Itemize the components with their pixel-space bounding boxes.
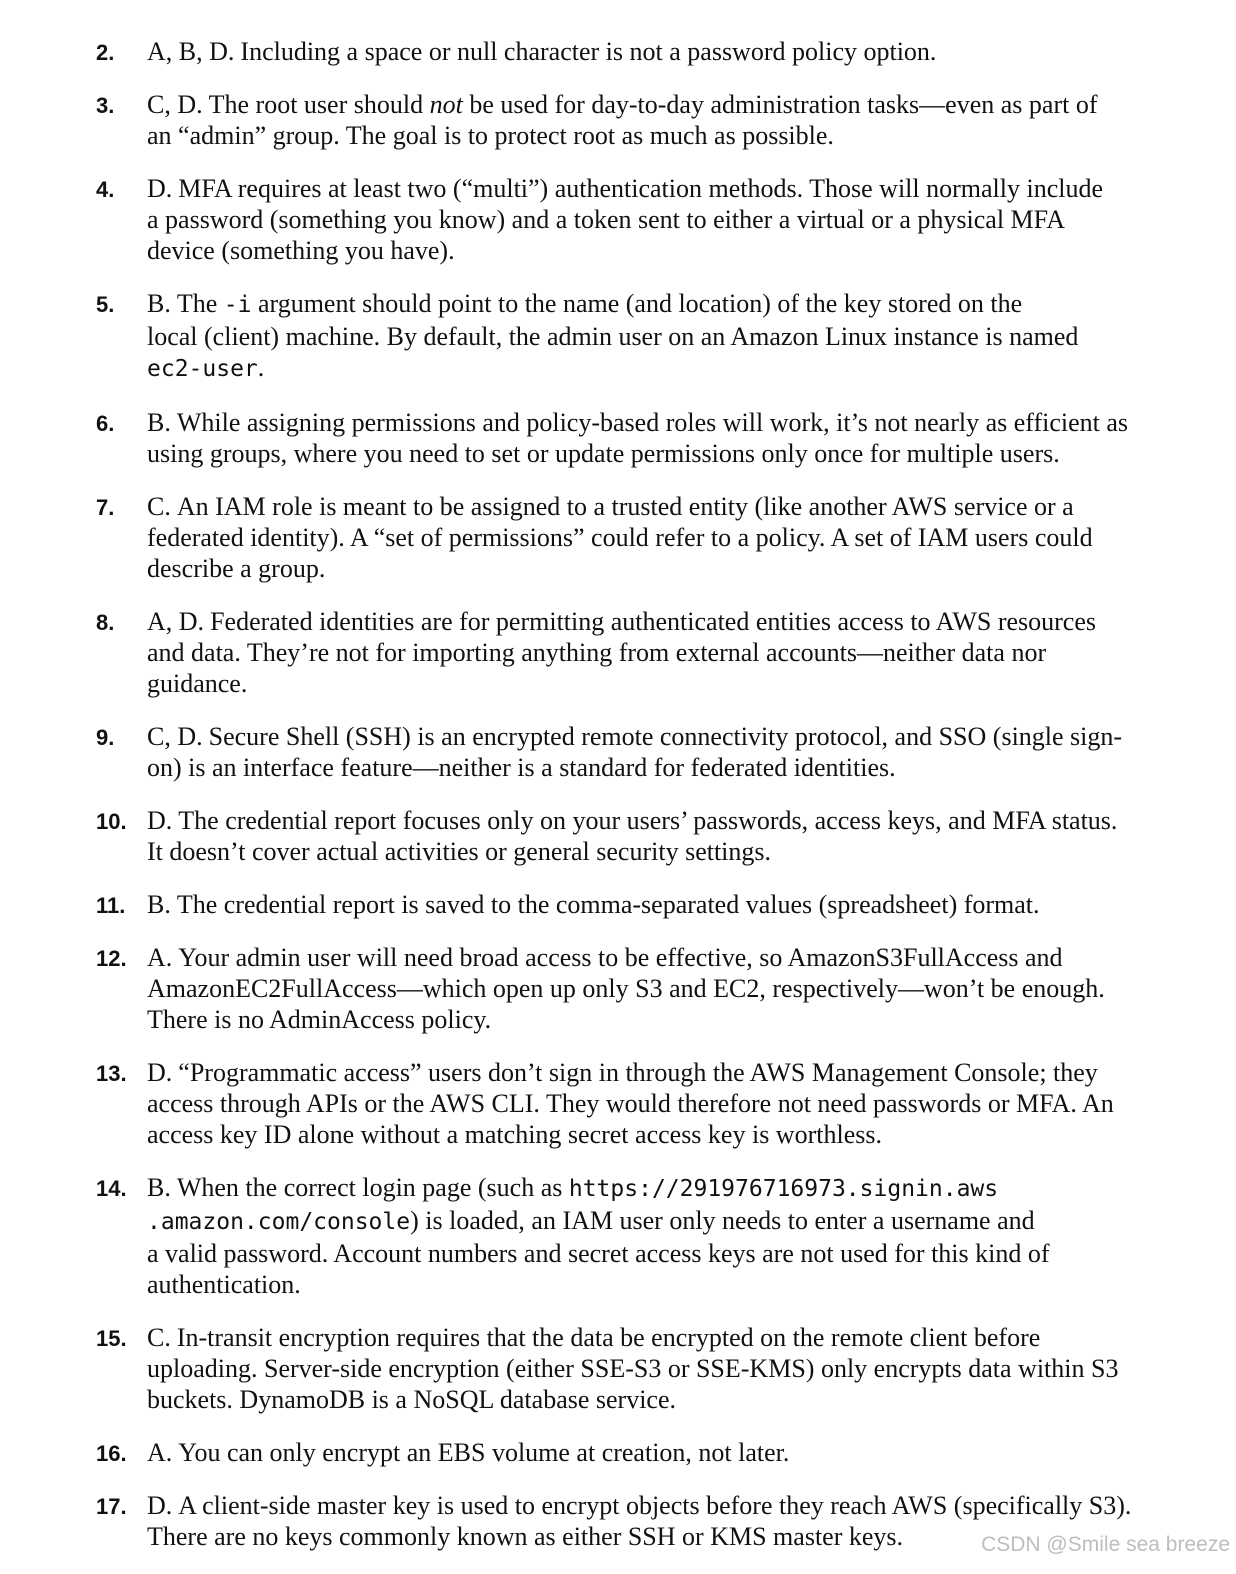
answer-item	[0, 1172, 1236, 1300]
answer-item	[0, 491, 1236, 584]
answer-line: There is no AdminAccess policy.	[147, 1005, 492, 1034]
answer-keys: A.	[147, 943, 173, 972]
answer-line: describe a group.	[147, 554, 326, 583]
url-text: https://291976716973.signin.aws	[568, 1176, 999, 1202]
answer-number: 4.	[96, 177, 115, 202]
answer-item	[0, 721, 1236, 783]
answer-number: 7.	[96, 495, 115, 520]
answer-item	[0, 1437, 1236, 1468]
answer-line: D. The credential report focuses only on your users’ passwords, access keys, and MFA status.	[147, 806, 1118, 835]
answer-line: D. A client-side master key is used to encrypt objects before they reach AWS (specifically S3).	[147, 1491, 1132, 1520]
answer-number: 10.	[96, 809, 127, 834]
answer-line: on) is an interface feature—neither is a standard for federated identities.	[147, 753, 896, 782]
answer-keys: D.	[147, 806, 173, 835]
answer-line: buckets. DynamoDB is a NoSQL database service.	[147, 1385, 677, 1414]
answer-line: B. The credential report is saved to the comma-separated values (spreadsheet) format.	[147, 890, 1040, 919]
answer-line: C, D. Secure Shell (SSH) is an encrypted remote connectivity protocol, and SSO (single sign-	[147, 722, 1123, 751]
url-text: .amazon.com/console	[147, 1209, 411, 1235]
answer-item	[0, 288, 1236, 385]
code-text: -i	[223, 292, 252, 318]
answer-item	[0, 1322, 1236, 1415]
answer-number: 11.	[96, 893, 126, 918]
answer-line: using groups, where you need to set or update permissions only once for multiple users.	[147, 439, 1060, 468]
answer-line: access key ID alone without a matching secret access key is worthless.	[147, 1120, 882, 1149]
answer-line: It doesn’t cover actual activities or general security settings.	[147, 837, 772, 866]
answer-line: A. You can only encrypt an EBS volume at creation, not later.	[147, 1438, 790, 1467]
answer-number: 13.	[96, 1061, 127, 1086]
answer-number: 8.	[96, 610, 115, 635]
answer-number: 15.	[96, 1326, 127, 1351]
answer-item	[0, 407, 1236, 469]
answer-keys: C, D.	[147, 90, 203, 119]
answer-line: ec2-user.	[147, 353, 265, 382]
answer-number: 2.	[96, 40, 115, 65]
answer-number: 12.	[96, 946, 127, 971]
answer-line: AmazonEC2FullAccess—which open up only S3 and EC2, respectively—won’t be enough.	[147, 974, 1105, 1003]
answer-number: 14.	[96, 1176, 127, 1201]
answer-item	[0, 173, 1236, 266]
answer-line: C. In-transit encryption requires that the data be encrypted on the remote client before	[147, 1323, 1041, 1352]
answer-line: federated identity). A “set of permissions” could refer to a policy. A set of IAM users could	[147, 523, 1093, 552]
answer-item	[0, 89, 1236, 151]
answer-keys: A, B, D.	[147, 37, 235, 66]
answer-line: There are no keys commonly known as either SSH or KMS master keys.	[147, 1522, 904, 1551]
answer-list	[0, 36, 1236, 1574]
answer-keys: C, D.	[147, 722, 203, 751]
answer-number: 9.	[96, 725, 115, 750]
answer-line: uploading. Server-side encryption (either SSE-S3 or SSE-KMS) only encrypts data within S3	[147, 1354, 1119, 1383]
code-text: ec2-user	[147, 356, 258, 382]
answer-line: B. When the correct login page (such as https://291976716973.signin.aws	[147, 1173, 999, 1202]
answer-number: 5.	[96, 292, 115, 317]
answer-number: 6.	[96, 411, 115, 436]
answer-keys: B.	[147, 408, 171, 437]
answer-line: D. “Programmatic access” users don’t sign in through the AWS Management Console; they	[147, 1058, 1098, 1087]
watermark: CSDN @Smile sea breeze	[981, 1533, 1230, 1556]
answer-line: A, D. Federated identities are for permitting authenticated entities access to AWS resources	[147, 607, 1096, 636]
answer-keys: B.	[147, 289, 171, 318]
answer-line: .amazon.com/console) is loaded, an IAM user only needs to enter a username and	[147, 1206, 1035, 1235]
answer-keys: D.	[147, 1058, 173, 1087]
answer-item	[0, 889, 1236, 920]
answer-number: 17.	[96, 1494, 127, 1519]
answer-item	[0, 606, 1236, 699]
answer-number: 16.	[96, 1441, 127, 1466]
answer-line: a password (something you know) and a token sent to either a virtual or a physical MFA	[147, 205, 1065, 234]
answer-line: access through APIs or the AWS CLI. They would therefore not need passwords or MFA. An	[147, 1089, 1114, 1118]
answer-line: B. The -i argument should point to the name (and location) of the key stored on the	[147, 289, 1023, 318]
answer-number: 3.	[96, 93, 115, 118]
answer-line: and data. They’re not for importing anything from external accounts—neither data nor	[147, 638, 1047, 667]
answer-keys: D.	[147, 174, 173, 203]
answer-line: authentication.	[147, 1270, 301, 1299]
answer-line: B. While assigning permissions and policy-based roles will work, it’s not nearly as efficient as	[147, 408, 1129, 437]
answer-keys: B.	[147, 890, 171, 919]
answer-item	[0, 36, 1236, 67]
answer-keys: C.	[147, 1323, 171, 1352]
answer-line: an “admin” group. The goal is to protect root as much as possible.	[147, 121, 834, 150]
answer-line: a valid password. Account numbers and secret access keys are not used for this kind of	[147, 1239, 1050, 1268]
answer-keys: A, D.	[147, 607, 205, 636]
emphasis-text: not	[429, 90, 463, 119]
answer-keys: B.	[147, 1173, 171, 1202]
answer-line: local (client) machine. By default, the admin user on an Amazon Linux instance is named	[147, 322, 1079, 351]
answer-line: device (something you have).	[147, 236, 455, 265]
answer-item	[0, 942, 1236, 1035]
answer-item	[0, 1057, 1236, 1150]
answer-line: A. Your admin user will need broad access to be effective, so AmazonS3FullAccess and	[147, 943, 1063, 972]
answer-keys: A.	[147, 1438, 173, 1467]
answer-line: D. MFA requires at least two (“multi”) authentication methods. Those will normally include	[147, 174, 1104, 203]
answer-line: C, D. The root user should not be used for day-to-day administration tasks—even as part of	[147, 90, 1098, 119]
answer-keys: C.	[147, 492, 171, 521]
answer-line: A, B, D. Including a space or null character is not a password policy option.	[147, 37, 937, 66]
answer-line: guidance.	[147, 669, 248, 698]
answer-keys: D.	[147, 1491, 173, 1520]
answer-line: C. An IAM role is meant to be assigned to a trusted entity (like another AWS service or a	[147, 492, 1074, 521]
answer-item	[0, 805, 1236, 867]
